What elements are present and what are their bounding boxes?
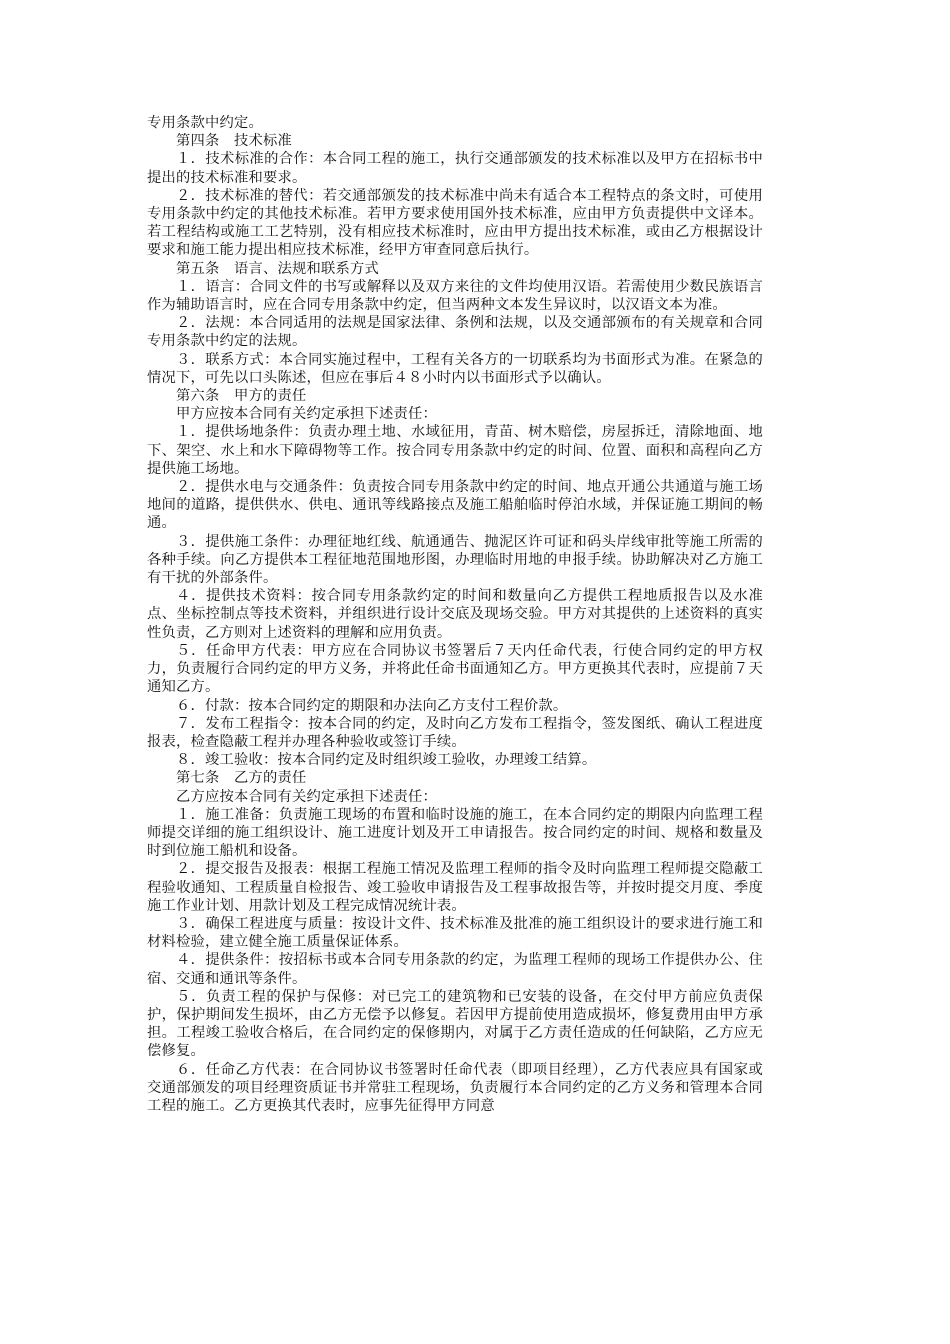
article-7-intro: 乙方应按本合同有关约定承担下述责任： — [176, 788, 437, 805]
clause-6-8: ８．竣工验收：按本合同约定及时组织竣工验收，办理竣工结算。 — [176, 752, 597, 769]
article-5-heading: 第五条 语言、法规和联系方式 — [176, 260, 379, 277]
clause-7-5: ５．负责工程的保护与保修：对已完工的建筑物和已安装的设备，在交付甲方前应负责保护，保护期间发生损坏，由乙方无偿予以修复。若因甲方提前使用造成损坏，修复费用由甲方承担。工程竣工验收合格后，在合同约定的保修期内，对属于乙方责任造成的任何缺陷，乙方应无偿修复。 — [147, 988, 763, 1060]
clause-7-1: １．施工准备：负责施工现场的布置和临时设施的施工，在本合同约定的期限内向监理工程师提交详细的施工组织设计、施工进度计划及开工申请报告。按合同约定的时间、规格和数量及时到位施工船机和设备。 — [147, 806, 763, 860]
clause-7-6: ６．任命乙方代表：在合同协议书签署时任命代表（即项目经理），乙方代表应具有国家或交通部颁发的项目经理资质证书并常驻工程现场，负责履行本合同约定的乙方义务和管理本合同工程的施工。乙方更换其代表时，应事先征得甲方同意 — [147, 1061, 763, 1114]
article-7-heading: 第七条 乙方的责任 — [176, 770, 307, 787]
paragraph-continuation: 专用条款中约定。 — [147, 115, 263, 131]
article-6-intro: 甲方应按本合同有关约定承担下述责任： — [176, 406, 437, 423]
clause-7-3: ３．确保工程进度与质量：按设计文件、技术标准及批准的施工组织设计的要求进行施工和材料检验，建立健全施工质量保证体系。 — [147, 915, 763, 951]
clause-6-1: １．提供场地条件：负责办理土地、水域征用，青苗、树木赔偿，房屋拆迁，清除地面、地下、架空、水上和水下障碍物等工作。按合同专用条款中约定的时间、位置、面积和高程向乙方提供施工场地。 — [147, 424, 763, 477]
document-page — [147, 114, 763, 1115]
article-4-heading: 第四条 技术标准 — [176, 133, 292, 150]
clause-6-3: ３．提供施工条件：办理征地红线、航通通告、抛泥区许可证和码头岸线审批等施工所需的各种手续。向乙方提供本工程征地范围地形图，办理临时用地的申报手续。协助解决对乙方施工有干扰的外部条件。 — [147, 533, 763, 587]
clause-6-2: ２．提供水电与交通条件：负责按合同专用条款中约定的时间、地点开通公共通道与施工场地间的道路，提供供水、供电、通讯等线路接点及施工船舶临时停泊水域，并保证施工期间的畅通。 — [147, 479, 763, 532]
clause-5-3: ３．联系方式：本合同实施过程中，工程有关各方的一切联系均为书面形式为准。在紧急的情况下，可先以口头陈述，但应在事后４８小时内以书面形式予以确认。 — [147, 351, 763, 386]
clause-7-4: ４．提供条件：按招标书或本合同专用条款的约定，为监理工程师的现场工作提供办公、住宿、交通和通讯等条件。 — [147, 952, 763, 987]
clause-6-7: ７．发布工程指令：按本合同的约定，及时向乙方发布工程指令，签发图纸、确认工程进度报表，检查隐蔽工程并办理各种验收或签订手续。 — [147, 715, 763, 750]
article-6-heading: 第六条 甲方的责任 — [176, 388, 307, 405]
clause-7-2: ２．提交报告及报表：根据工程施工情况及监理工程师的指令及时向监理工程师提交隐蔽工程验收通知、工程质量自检报告、竣工验收申请报告及工程事故报告等，并按时提交月度、季度施工作业计划、用款计划及工程完成情况统计表。 — [147, 861, 763, 914]
clause-6-6: ６．付款：按本合同约定的期限和办法向乙方支付工程价款。 — [176, 697, 568, 714]
clause-6-4: ４．提供技术资料：按合同专用条款约定的时间和数量向乙方提供工程地质报告以及水准点、坐标控制点等技术资料，并组织进行设计交底及现场交验。甲方对其提供的上述资料的真实性负责，乙方则对上述资料的理解和应用负责。 — [147, 588, 763, 641]
clause-5-2: ２．法规：本合同适用的法规是国家法律、条例和法规，以及交通部颁布的有关规章和合同专用条款中约定的法规。 — [147, 315, 763, 350]
clause-5-1: １．语言：合同文件的书写或解释以及双方来往的文件均使用汉语。若需使用少数民族语言作为辅助语言时，应在合同专用条款中约定，但当两种文本发生异议时，以汉语文本为准。 — [147, 278, 763, 314]
clause-4-2: ２．技术标准的替代：若交通部颁发的技术标准中尚未有适合本工程特点的条文时，可使用专用条款中约定的其他技术标准。若甲方要求使用国外技术标准，应由甲方负责提供中文译本。若工程结构或施工工艺特别，没有相应技术标准时，应由甲方提出技术标准，或由乙方根据设计要求和施工能力提出相应技术标准，经甲方审查同意后执行。 — [147, 187, 763, 259]
clause-6-5: ５．任命甲方代表：甲方应在合同协议书签署后７天内任命代表，行使合同约定的甲方权力，负责履行合同约定的甲方义务，并将此任命书面通知乙方。甲方更换其代表时，应提前７天通知乙方。 — [147, 642, 763, 696]
clause-4-1: １．技术标准的合作：本合同工程的施工，执行交通部颁发的技术标准以及甲方在招标书中提出的技术标准和要求。 — [147, 151, 763, 186]
